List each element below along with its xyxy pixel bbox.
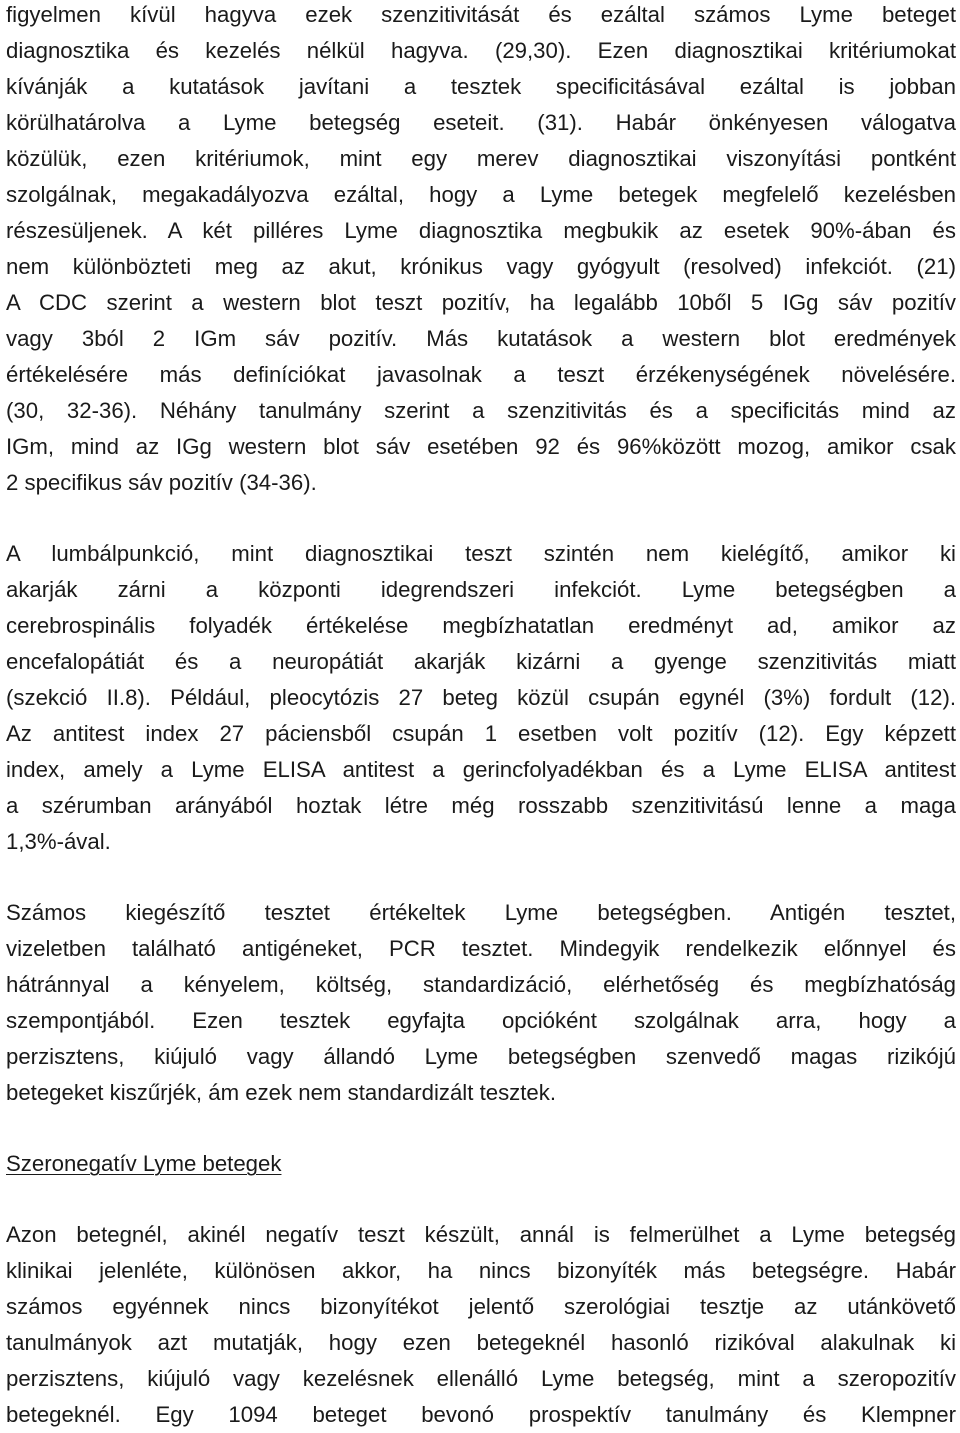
paragraph-line: cerebrospinális folyadék értékelése megbízhatatlan eredményt ad, amikor az <box>6 613 956 638</box>
paragraph-line: számos egyénnek nincs bizonyítékot jelentő szerológiai tesztje az utánkövető <box>6 1294 956 1319</box>
paragraph-line: részesüljenek. A két pilléres Lyme diagnosztika megbukik az esetek 90%-ában és <box>6 218 956 243</box>
paragraph-line: betegeknél. Egy 1094 beteget bevonó prospektív tanulmány és Klempner <box>6 1402 956 1427</box>
paragraph-line: A lumbálpunkció, mint diagnosztikai teszt szintén nem kielégítő, amikor ki <box>6 541 956 566</box>
paragraph-line: akarják zárni a központi idegrendszeri infekciót. Lyme betegségben a <box>6 577 956 602</box>
paragraph-line: vagy 3ból 2 IGm sáv pozitív. Más kutatások a western blot eredmények <box>6 326 956 351</box>
paragraph-line: betegeket kiszűrjék, ám ezek nem standardizált tesztek. <box>6 1080 557 1105</box>
paragraph-line: 1,3%-ával. <box>6 829 111 854</box>
paragraph-line: szolgálnak, megakadályozva ezáltal, hogy a Lyme betegek megfelelő kezelésben <box>6 182 956 207</box>
paragraph-line: figyelmen kívül hagyva ezek szenzitivitását és ezáltal számos Lyme beteget <box>6 2 956 27</box>
paragraph-line: A CDC szerint a western blot teszt pozitív, ha legalább 10ből 5 IGg sáv pozitív <box>6 290 956 315</box>
paragraph-line: kívánják a kutatások javítani a tesztek specificitásával ezáltal is jobban <box>6 74 956 99</box>
paragraph-line: perzisztens, kiújuló vagy állandó Lyme betegségben szenvedő magas rizikójú <box>6 1044 956 1069</box>
paragraph-line: klinikai jelenléte, különösen akkor, ha nincs bizonyíték más betegségre. Habár <box>6 1258 956 1283</box>
paragraph-line: IGm, mind az IGg western blot sáv esetében 92 és 96%között mozog, amikor csak <box>6 434 956 459</box>
paragraph-line: körülhatárolva a Lyme betegség eseteit. (31). Habár önkényesen válogatva <box>6 110 956 135</box>
paragraph-line: (szekció II.8). Például, pleocytózis 27 beteg közül csupán egynél (3%) fordult (12). <box>6 685 956 710</box>
paragraph-line: nem különbözteti meg az akut, krónikus vagy gyógyult (resolved) infekciót. (21) <box>6 254 956 279</box>
paragraph-line: vizeletben található antigéneket, PCR tesztet. Mindegyik rendelkezik előnnyel és <box>6 936 956 961</box>
paragraph-line: encefalopátiát és a neuropátiát akarják kizárni a gyenge szenzitivitás miatt <box>6 649 956 674</box>
paragraph-line: hátránnyal a kényelem, költség, standardizáció, elérhetőség és megbízhatóság <box>6 972 956 997</box>
paragraph-line: Számos kiegészítő tesztet értékeltek Lyme betegségben. Antigén tesztet, <box>6 900 956 925</box>
paragraph-line: Azon betegnél, akinél negatív teszt készült, annál is felmerülhet a Lyme betegség <box>6 1222 956 1247</box>
paragraph-line: közülük, ezen kritériumok, mint egy merev diagnosztikai viszonyítási pontként <box>6 146 956 171</box>
paragraph-line: szempontjából. Ezen tesztek egyfajta opcióként szolgálnak arra, hogy a <box>6 1008 956 1033</box>
paragraph-line: (30, 32-36). Néhány tanulmány szerint a szenzitivitás és a specificitás mind az <box>6 398 956 423</box>
paragraph-line: index, amely a Lyme ELISA antitest a gerincfolyadékban és a Lyme ELISA antitest <box>6 757 956 782</box>
paragraph-line: értékelésére más definíciókat javasolnak a teszt érzékenységének növelésére. <box>6 362 956 387</box>
paragraph-line: 2 specifikus sáv pozitív (34-36). <box>6 470 317 495</box>
paragraph-line: Az antitest index 27 páciensből csupán 1 esetben volt pozitív (12). Egy képzett <box>6 721 956 746</box>
paragraph-line: tanulmányok azt mutatják, hogy ezen betegeknél hasonló rizikóval alakulnak ki <box>6 1330 956 1355</box>
paragraph-line: perzisztens, kiújuló vagy kezelésnek ellenálló Lyme betegség, mint a szeropozitív <box>6 1366 956 1391</box>
paragraph-line: diagnosztika és kezelés nélkül hagyva. (29,30). Ezen diagnosztikai kritériumokat <box>6 38 956 63</box>
section-heading: Szeronegatív Lyme betegek <box>6 1151 282 1176</box>
paragraph-line: a szérumban arányából hoztak létre még rosszabb szenzitivitású lenne a maga <box>6 793 956 818</box>
